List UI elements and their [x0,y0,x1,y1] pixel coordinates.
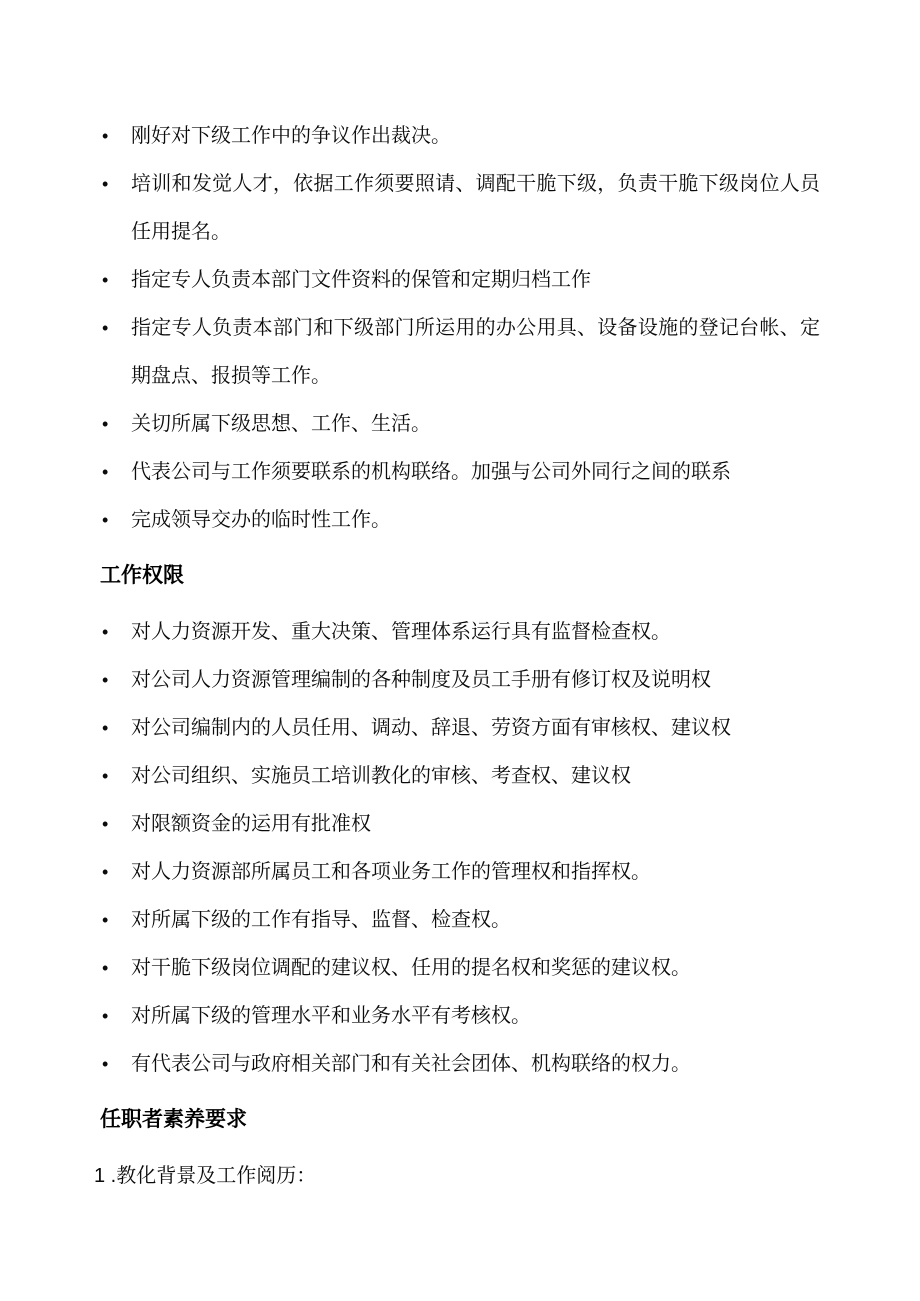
list-item-text: 对人力资源部所属员工和各项业务工作的管理权和指挥权。 [131,861,651,883]
list-item-text: 对所属下级的工作有指导、监督、检查权。 [131,909,511,931]
list-item-text: 对人力资源开发、重大决策、管理体系运行具有监督检查权。 [131,621,671,643]
list-item [100,704,820,752]
bullet-marker-icon: • [102,766,109,786]
list-item-text: 指定专人负责本部门文件资料的保管和定期归档工作 [131,269,591,291]
list-item [100,1040,820,1088]
list-item [100,752,820,800]
bullet-marker-icon: • [102,814,109,834]
numbered-item: 1 .教化背景及工作阅历： [94,1165,317,1187]
list-item-text: 指定专人负责本部门和下级部门所运用的办公用具、设备设施的登记台帐、定期盘点、报损等工作。 [131,317,820,387]
bullet-marker-icon: • [102,414,109,434]
list-item [100,304,820,400]
section-heading: 工作权限 [100,564,184,587]
list-item-text: 有代表公司与政府相关部门和有关社会团体、机构联络的权力。 [131,1053,691,1075]
bullet-marker-icon: • [102,1006,109,1026]
bullet-list [100,608,820,1088]
list-item-text: 对公司人力资源管理编制的各种制度及员工手册有修订权及说明权 [131,669,711,691]
list-item-text: 刚好对下级工作中的争议作出裁决。 [131,125,451,147]
list-item [100,400,820,448]
list-item-text: 对所属下级的管理水平和业务水平有考核权。 [131,1005,531,1027]
list-item-text: 对公司编制内的人员任用、调动、辞退、劳资方面有审核权、建议权 [131,717,731,739]
list-item-text: 培训和发觉人才，依据工作须要照请、调配干脆下级，负责干脆下级岗位人员任用提名。 [131,173,820,243]
bullet-marker-icon: • [102,510,109,530]
list-item [100,848,820,896]
list-item [100,992,820,1040]
list-item-text: 对公司组织、实施员工培训教化的审核、考查权、建议权 [131,765,631,787]
bullet-marker-icon: • [102,270,109,290]
bullet-marker-icon: • [102,862,109,882]
list-item [100,112,820,160]
list-item-text: 完成领导交办的临时性工作。 [131,509,391,531]
bullet-marker-icon: • [102,622,109,642]
list-item [100,160,820,256]
bullet-marker-icon: • [102,174,109,194]
bullet-marker-icon: • [102,462,109,482]
bullet-marker-icon: • [102,958,109,978]
list-item [100,448,820,496]
bullet-marker-icon: • [102,718,109,738]
list-item-text: 对限额资金的运用有批准权 [131,813,371,835]
list-item [100,496,820,544]
section-heading: 任职者素养要求 [100,1108,247,1131]
list-item [100,656,820,704]
bullet-marker-icon: • [102,910,109,930]
list-item [100,896,820,944]
list-item [100,944,820,992]
bullet-marker-icon: • [102,318,109,338]
bullet-marker-icon: • [102,670,109,690]
bullet-list [100,112,820,544]
list-item [100,800,820,848]
list-item [100,608,820,656]
list-item-text: 关切所属下级思想、工作、生活。 [131,413,431,435]
list-item-text: 代表公司与工作须要联系的机构联络。加强与公司外同行之间的联系 [131,461,731,483]
bullet-marker-icon: • [102,126,109,146]
bullet-marker-icon: • [102,1054,109,1074]
list-item [100,256,820,304]
list-item-text: 对干脆下级岗位调配的建议权、任用的提名权和奖惩的建议权。 [131,957,691,979]
